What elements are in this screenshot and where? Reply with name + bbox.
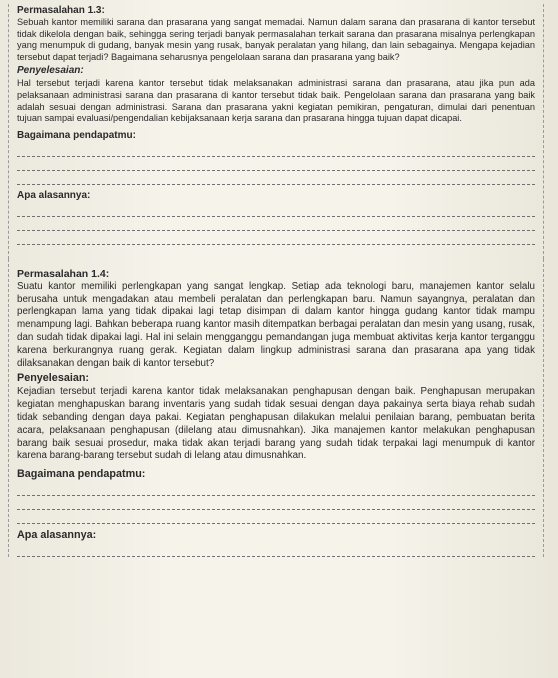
problem-title: Permasalahan 1.3: bbox=[17, 5, 105, 16]
solution-label: Penyelesaian: bbox=[17, 372, 90, 385]
answer-line[interactable] bbox=[17, 510, 535, 524]
reason-question: Apa alasannya: bbox=[17, 529, 97, 542]
solution-text: Hal tersebut terjadi karena kantor tersebut tidak melaksanakan administrasi sarana dan prasarana, atau jika pun ada pelaksanaan administrasi sarana dan prasarana di kantor tersebut tidak baik. Pengelolaan sarana dan prasarana yang baik adalah sesuai dengan administrasi. Sarana dan prasarana yakni kegiatan pemikiran, pengaturan, dimulai dari penentuan tujuan sampai evaluasi/pengendalian kebijaksanaan kerja sarana dan prasarana hingga tujuan dapat dicapai. bbox=[17, 78, 535, 124]
answer-line[interactable] bbox=[17, 543, 535, 557]
opinion-question: Bagaimana pendapatmu: bbox=[17, 129, 136, 141]
problem-text: Sebuah kantor memiliki sarana dan prasarana yang sangat memadai. Namun dalam sarana dan prasarana di kantor tersebut tidak dikelola dengan baik, sehingga sering terjadi banyak permasalahan terkait sarana dan prasarana misalnya perlengkapan yang menumpuk di gudang, banyak mesin yang rusak, banyak peralatan yang hilang, dan lain sebagainya. Mengapa kejadian tersebut dapat terjadi? Bagaimana seharusnya pengelolaan sarana dan prasarana yang baik? bbox=[17, 17, 535, 62]
opinion-question: Bagaimana pendapatmu: bbox=[17, 468, 146, 481]
reason-question: Apa alasannya: bbox=[17, 189, 91, 201]
problem-1-3-section bbox=[8, 4, 544, 259]
problem-text: Suatu kantor memiliki perlengkapan yang sangat lengkap. Setiap ada teknologi baru, manajemen kantor selalu berusaha untuk mengadakan atau membeli peralatan dan perlengkapan baru. Namun sayangnya, peralatan dan perlengkapan lama yang tidak dipakai lagi tetap disimpan di dalam kantor hingga gudang kantor tidak mampu menampung lagi. Bahkan beberapa ruang kantor masih ditempatkan berbagai peralatan dan mesin yang usang, rusak, dan sudah tidak dipakai lagi. Hal ini selain mengganggu pemandangan juga membuat aktivitas kerja kantor terganggu karena berkurangnya ruang gerak. Kegiatan dalam lingkup administrasi sarana dan prasarana apa yang tidak dilaksanakan dengan baik di kantor tersebut? bbox=[17, 280, 535, 369]
problem-title: Permasalahan 1.4: bbox=[17, 267, 110, 280]
solution-label: Penyelesaian: bbox=[17, 65, 84, 77]
answer-line[interactable] bbox=[17, 482, 535, 496]
answer-line[interactable] bbox=[17, 496, 535, 510]
answer-line[interactable] bbox=[17, 203, 535, 217]
answer-line[interactable] bbox=[17, 231, 535, 245]
answer-line[interactable] bbox=[17, 171, 535, 185]
problem-1-4-section bbox=[8, 259, 544, 557]
answer-line[interactable] bbox=[17, 217, 535, 231]
answer-line[interactable] bbox=[17, 157, 535, 171]
solution-text: Kejadian tersebut terjadi karena kantor tidak melaksanakan penghapusan dengan baik. Penghapusan merupakan kegiatan menghapuskan barang inventaris yang sudah tidak sesuai dengan daya pakainya serta biaya rehab sudah tidak sebanding dengan daya pakai. Kegiatan penghapusan dilakukan melalui penilaian barang, pembuatan berita acara, pelaksanaan penghapusan (dilelang atau dimusnahkan). Jika manajemen kantor melakukan penghapusan barang baik sesuai prosedur, maka tidak akan terjadi barang yang sudah tidak terpakai lagi menumpuk di kantor karena barang-barang tersebut sudah di lelang atau dimusnahkan. bbox=[17, 386, 535, 462]
answer-line[interactable] bbox=[17, 143, 535, 157]
